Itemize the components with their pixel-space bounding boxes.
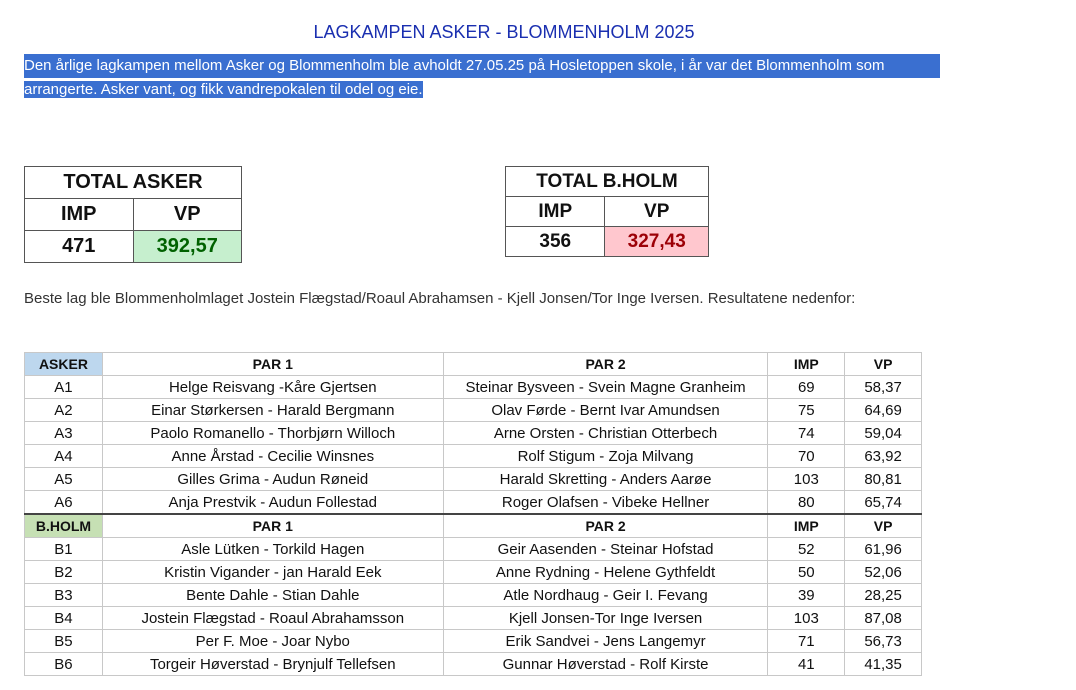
bholm-cell-2: Atle Nordhaug - Geir I. Fevang — [443, 584, 768, 607]
asker-cell-4: 65,74 — [845, 491, 922, 515]
asker-cell-4: 64,69 — [845, 399, 922, 422]
table-row — [25, 607, 922, 630]
intro-line-1: Den årlige lagkampen mellom Asker og Blommenholm ble avholdt 27.05.25 på Hosletoppen skole, i år var det Blommenholm som — [24, 54, 940, 78]
title-dash-line — [300, 0, 708, 6]
bholm-cell-2: Erik Sandvei - Jens Langemyr — [443, 630, 768, 653]
total-asker-title: TOTAL ASKER — [25, 167, 242, 199]
table-row — [25, 468, 922, 491]
asker-cell-4: 80,81 — [845, 468, 922, 491]
total-asker-imp-label: IMP — [25, 199, 134, 231]
asker-cell-3: 103 — [768, 468, 845, 491]
bholm-cell-2: Geir Aasenden - Steinar Hofstad — [443, 538, 768, 561]
asker-cell-2: Rolf Stigum - Zoja Milvang — [443, 445, 768, 468]
total-asker-imp-value: 471 — [25, 231, 134, 263]
bholm-cell-2: Gunnar Høverstad - Rolf Kirste — [443, 653, 768, 676]
asker-cell-0: A6 — [25, 491, 103, 515]
bholm-cell-1: Jostein Flægstad - Roaul Abrahamsson — [102, 607, 443, 630]
asker-cell-1: Gilles Grima - Audun Røneid — [102, 468, 443, 491]
bholm-cell-3: 71 — [768, 630, 845, 653]
bholm-header-cell-4: VP — [845, 514, 922, 538]
bholm-cell-0: B6 — [25, 653, 103, 676]
bholm-cell-0: B1 — [25, 538, 103, 561]
asker-cell-4: 59,04 — [845, 422, 922, 445]
bholm-cell-4: 87,08 — [845, 607, 922, 630]
asker-cell-1: Anne Årstad - Cecilie Winsnes — [102, 445, 443, 468]
best-team-text: Beste lag ble Blommenholmlaget Jostein Flægstad/Roaul Abrahamsen - Kjell Jonsen/Tor Inge Iversen. Resultatene nedenfor: — [24, 290, 856, 307]
asker-header-cell-1: PAR 1 — [102, 353, 443, 376]
bholm-cell-4: 61,96 — [845, 538, 922, 561]
asker-cell-2: Steinar Bysveen - Svein Magne Granheim — [443, 376, 768, 399]
asker-cell-3: 75 — [768, 399, 845, 422]
table-row — [25, 538, 922, 561]
asker-cell-4: 63,92 — [845, 445, 922, 468]
asker-cell-3: 80 — [768, 491, 845, 515]
asker-header-cell-2: PAR 2 — [443, 353, 768, 376]
asker-cell-2: Olav Førde - Bernt Ivar Amundsen — [443, 399, 768, 422]
bholm-header-row — [25, 514, 922, 538]
intro-paragraph[interactable] — [24, 54, 964, 102]
total-bholm-imp-value: 356 — [506, 227, 605, 257]
bholm-cell-3: 52 — [768, 538, 845, 561]
page-title: LAGKAMPEN ASKER - BLOMMENHOLM 2025 — [313, 22, 695, 42]
bholm-cell-4: 52,06 — [845, 561, 922, 584]
bholm-cell-3: 103 — [768, 607, 845, 630]
asker-cell-2: Roger Olafsen - Vibeke Hellner — [443, 491, 768, 515]
bholm-cell-1: Kristin Vigander - jan Harald Eek — [102, 561, 443, 584]
intro-line-2: arrangerte. Asker vant, og fikk vandrepokalen til odel og eie. — [24, 81, 423, 98]
bholm-cell-1: Per F. Moe - Joar Nybo — [102, 630, 443, 653]
total-bholm-table — [505, 166, 709, 257]
table-row — [25, 399, 922, 422]
bholm-header-cell-2: PAR 2 — [443, 514, 768, 538]
asker-cell-0: A5 — [25, 468, 103, 491]
asker-header-cell-3: IMP — [768, 353, 845, 376]
total-bholm-title: TOTAL B.HOLM — [506, 167, 709, 197]
bholm-cell-0: B5 — [25, 630, 103, 653]
bholm-cell-4: 41,35 — [845, 653, 922, 676]
bholm-cell-4: 56,73 — [845, 630, 922, 653]
asker-cell-3: 69 — [768, 376, 845, 399]
bholm-cell-3: 41 — [768, 653, 845, 676]
total-asker-table — [24, 166, 242, 263]
bholm-cell-4: 28,25 — [845, 584, 922, 607]
table-row — [25, 445, 922, 468]
bholm-cell-2: Kjell Jonsen-Tor Inge Iversen — [443, 607, 768, 630]
table-row — [25, 653, 922, 676]
bholm-cell-0: B2 — [25, 561, 103, 584]
table-row — [25, 630, 922, 653]
total-asker-vp-value: 392,57 — [133, 231, 242, 263]
asker-cell-0: A4 — [25, 445, 103, 468]
asker-cell-2: Arne Orsten - Christian Otterbech — [443, 422, 768, 445]
total-asker-vp-label: VP — [133, 199, 242, 231]
results-table — [24, 352, 922, 676]
asker-cell-1: Paolo Romanello - Thorbjørn Willoch — [102, 422, 443, 445]
bholm-cell-3: 50 — [768, 561, 845, 584]
table-row — [25, 561, 922, 584]
bholm-cell-0: B3 — [25, 584, 103, 607]
table-row — [25, 422, 922, 445]
bholm-cell-1: Asle Lütken - Torkild Hagen — [102, 538, 443, 561]
asker-cell-2: Harald Skretting - Anders Aarøe — [443, 468, 768, 491]
asker-cell-1: Helge Reisvang -Kåre Gjertsen — [102, 376, 443, 399]
total-bholm-vp-label: VP — [605, 197, 709, 227]
asker-header-row — [25, 353, 922, 376]
asker-cell-3: 74 — [768, 422, 845, 445]
bholm-cell-2: Anne Rydning - Helene Gythfeldt — [443, 561, 768, 584]
asker-header-cell-4: VP — [845, 353, 922, 376]
bholm-header-cell-1: PAR 1 — [102, 514, 443, 538]
bholm-cell-0: B4 — [25, 607, 103, 630]
asker-cell-0: A3 — [25, 422, 103, 445]
asker-cell-0: A2 — [25, 399, 103, 422]
total-bholm-imp-label: IMP — [506, 197, 605, 227]
asker-cell-1: Einar Størkersen - Harald Bergmann — [102, 399, 443, 422]
bholm-header-cell-3: IMP — [768, 514, 845, 538]
total-bholm-vp-value: 327,43 — [605, 227, 709, 257]
bholm-header-cell-0: B.HOLM — [25, 514, 103, 538]
asker-cell-4: 58,37 — [845, 376, 922, 399]
table-row — [25, 376, 922, 399]
bholm-cell-3: 39 — [768, 584, 845, 607]
asker-cell-0: A1 — [25, 376, 103, 399]
bholm-cell-1: Torgeir Høverstad - Brynjulf Tellefsen — [102, 653, 443, 676]
table-row — [25, 584, 922, 607]
asker-cell-3: 70 — [768, 445, 845, 468]
asker-header-cell-0: ASKER — [25, 353, 103, 376]
table-row — [25, 491, 922, 515]
asker-cell-1: Anja Prestvik - Audun Follestad — [102, 491, 443, 515]
bholm-cell-1: Bente Dahle - Stian Dahle — [102, 584, 443, 607]
